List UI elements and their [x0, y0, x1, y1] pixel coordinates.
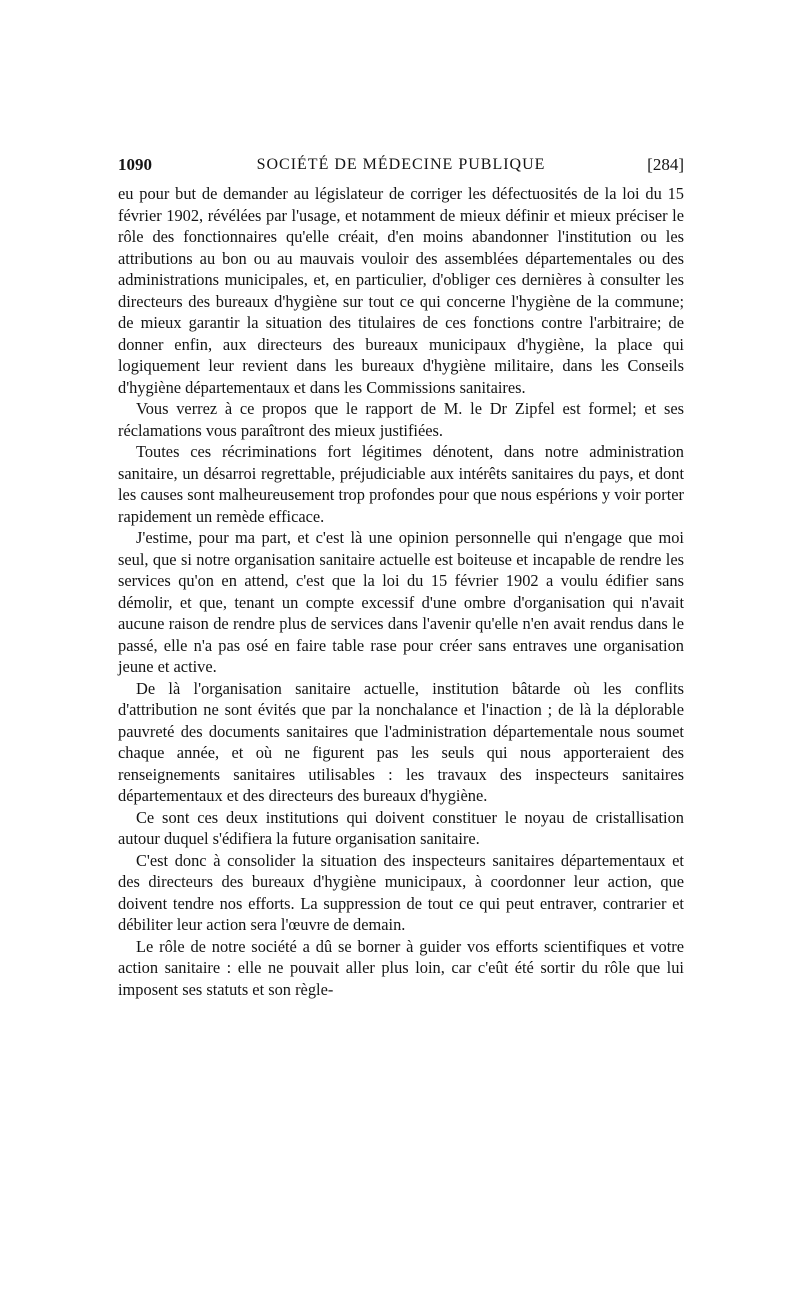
page-body — [118, 183, 684, 1000]
paragraph: Vous verrez à ce propos que le rapport de M. le Dr Zipfel est formel; et ses réclamations vous paraîtront des mieux justifiées. — [118, 399, 684, 440]
running-title: SOCIÉTÉ DE MÉDECINE PUBLIQUE — [256, 156, 546, 173]
page-header — [118, 152, 684, 178]
paragraph: De là l'organisation sanitaire actuelle, institution bâtarde où les conflits d'attribution ne sont évités que par la nonchalance et l'inaction ; de là la déplorable pauvreté des documents sanitaires que l'administration départementale nous soumet chaque année, et où ne figurent pas les seuls qui nous apporteraient des renseignements sanitaires utilisables : les travaux des inspecteurs sanitaires départementaux et des directeurs des bureaux d'hygiène. — [118, 678, 684, 805]
paragraph: J'estime, pour ma part, et c'est là une opinion personnelle qui n'engage que moi seul, que si notre organisation sanitaire actuelle est boiteuse et incapable de rendre les services qu'on en attend, c'est que la loi du 15 février 1902 a voulu édifier sans démolir, et que, tenant un compte excessif d'une ombre d'organisation qui n'avait aucune raison de rendre plus de services dans l'avenir qu'elle n'en avait rendus dans le passé, elle n'a pas osé en faire table rase pour créer sans entraves une organisation jeune et active. — [118, 528, 684, 676]
paragraph: C'est donc à consolider la situation des inspecteurs sanitaires départementaux et des directeurs des bureaux d'hygiène municipaux, à coordonner leur action, que doivent tendre nos efforts. La suppression de tout ce qui peut entraver, contrarier et débiliter leur action sera l'œuvre de demain. — [118, 850, 684, 934]
paragraph: Toutes ces récriminations fort légitimes dénotent, dans notre administration sanitaire, un désarroi regrettable, préjudiciable aux intérêts sanitaires du pays, et dont les causes sont malheureusement trop profondes pour que nous espérions y voir porter rapidement un remède efficace. — [118, 442, 684, 526]
bracket-page-number: [284] — [647, 155, 684, 174]
paragraph-continued: eu pour but de demander au législateur de corriger les défectuosités de la loi du 15 février 1902, révélées par l'usage, et notamment de mieux définir et mieux préciser le rôle des fonctionnaires qu'elle créait, d'en moins abandonner l'institution ou les attributions au bon ou au mauvais vouloir des assemblées départementales ou des administrations municipales, et, en particulier, d'obliger ces dernières à consulter les directeurs des bureaux d'hygiène sur tout ce qui concerne l'hygiène de la commune; de mieux garantir la situation des titulaires de ces fonctions contre l'arbitraire; de donner enfin, aux directeurs des bureaux municipaux d'hygiène, la place qui logiquement leur revient dans les bureaux d'hygiène militaire, dans les Conseils d'hygiène départementaux et dans les Commissions sanitaires. — [118, 184, 684, 397]
paragraph: Le rôle de notre société a dû se borner à guider vos efforts scientifiques et votre action sanitaire : elle ne pouvait aller plus loin, car c'eût été sortir du rôle que lui imposent ses statuts et son règle- — [118, 936, 684, 999]
page-number: 1090 — [118, 155, 152, 174]
paragraph: Ce sont ces deux institutions qui doivent constituer le noyau de cristallisation autour duquel s'édifiera la future organisation sanitaire. — [118, 807, 684, 848]
